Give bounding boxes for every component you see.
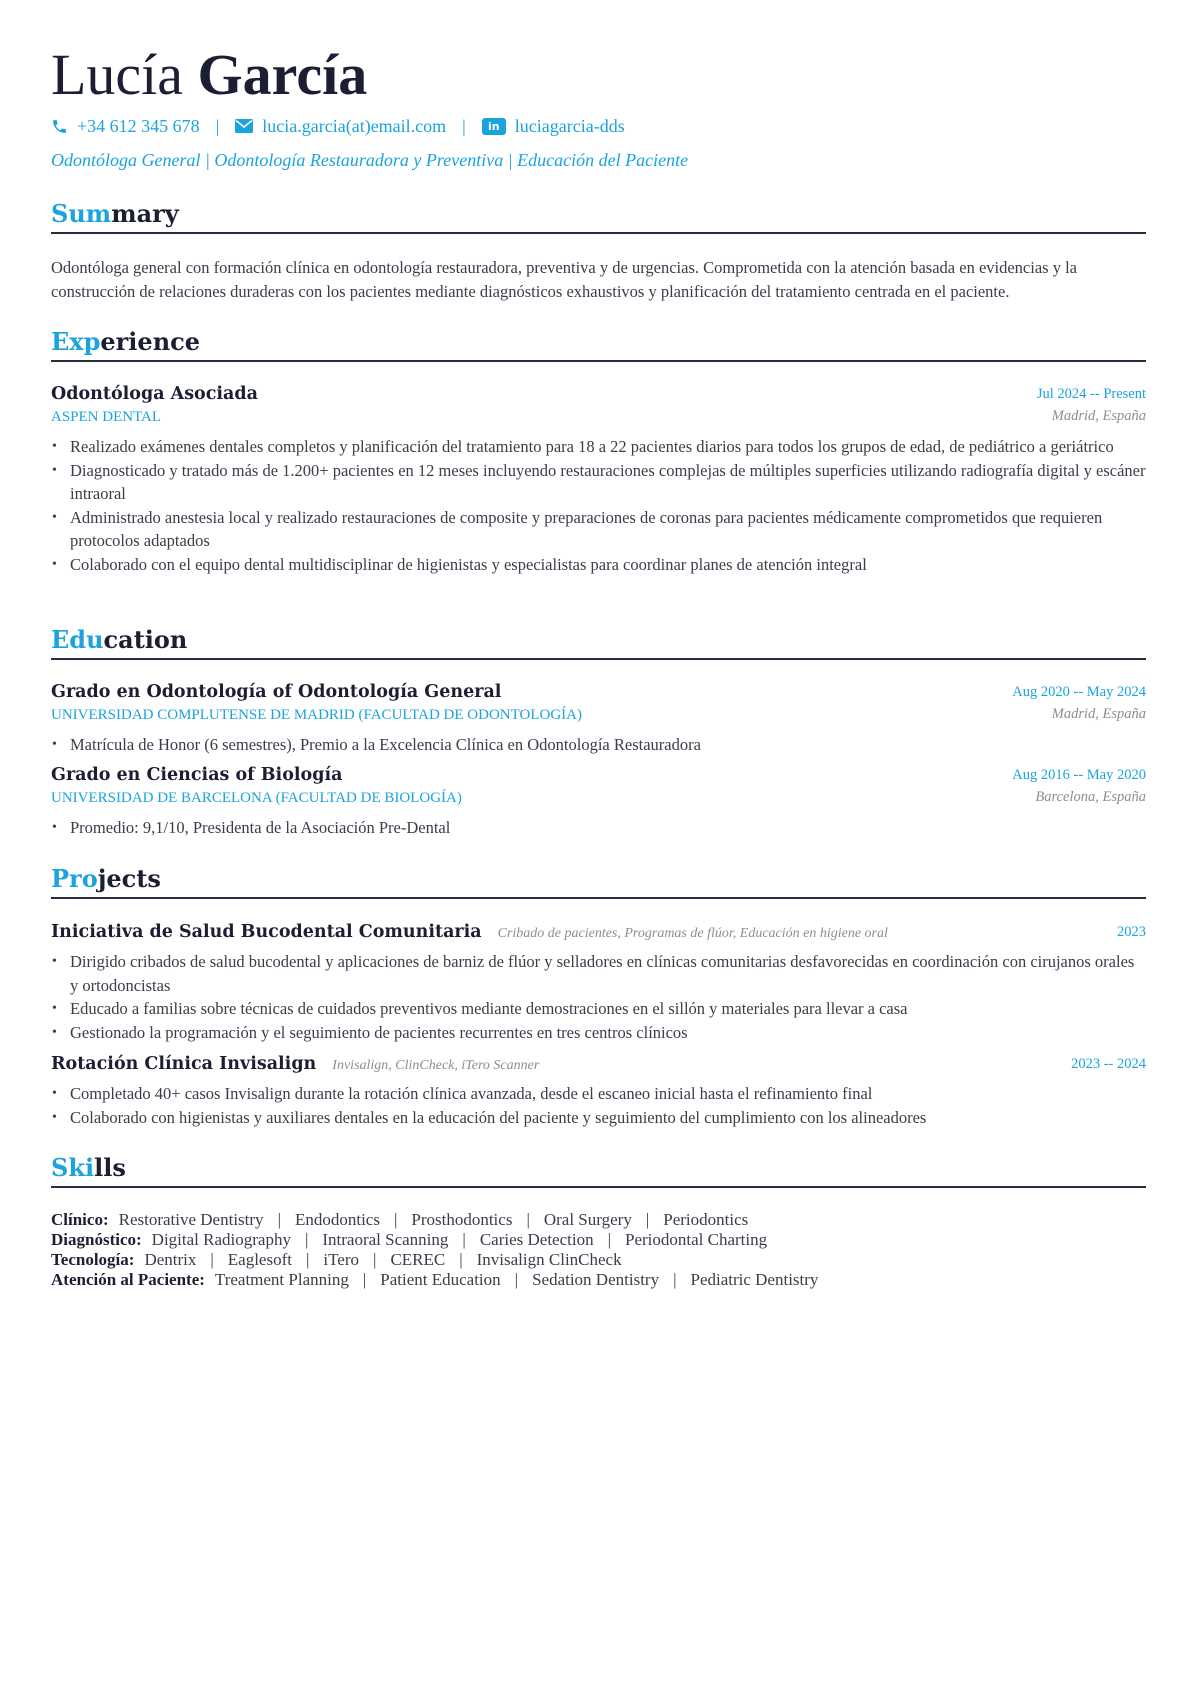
skill-separator: | xyxy=(393,1210,398,1229)
skill-item: Periodontics xyxy=(663,1210,749,1229)
project-title xyxy=(51,1054,539,1074)
project-bullets xyxy=(51,1082,1146,1129)
title-rest: lls xyxy=(94,1153,126,1182)
skill-separator: | xyxy=(459,1250,463,1269)
title-highlight: Ski xyxy=(51,1153,95,1182)
project-name: Rotación Clínica Invisalign xyxy=(51,1054,317,1074)
job-bullets xyxy=(51,435,1146,576)
skill-item: Restorative Dentistry xyxy=(118,1210,264,1229)
list-item: • Matrícula de Honor (6 semestres), Premio a la Excelencia Clínica en Odontología Restauradora xyxy=(51,733,1146,757)
project-name: Iniciativa de Salud Bucodental Comunitaria xyxy=(51,922,482,942)
skill-item: Patient Education xyxy=(380,1270,501,1289)
skill-item: Caries Detection xyxy=(479,1230,594,1249)
skill-label: Diagnóstico: xyxy=(51,1230,142,1249)
skill-separator: | xyxy=(362,1270,367,1289)
section-title-summary xyxy=(51,198,1146,234)
skill-item: Invisalign ClinCheck xyxy=(476,1250,622,1269)
list-item: • Completado 40+ casos Invisalign durante la rotación clínica avanzada, desde el escaneo inicial hasta el refinamiento final xyxy=(51,1082,1146,1106)
skill-item: Sedation Dentistry xyxy=(532,1270,660,1289)
skill-item: Treatment Planning xyxy=(214,1270,349,1289)
skill-separator: | xyxy=(673,1270,677,1289)
title-highlight: Pro xyxy=(51,864,98,893)
section-title-projects xyxy=(51,863,1146,899)
summary-text: Odontóloga general con formación clínica en odontología restauradora, preventiva y de urgencias. Comprometida con la atención basada en evidencias y la construcción de relaciones duraderas con los pacientes mediante diagnósticos exhaustivos y planificación del tratamiento centrada en el paciente. xyxy=(51,258,1077,301)
degree-date: Aug 2016 -- May 2020 xyxy=(1012,767,1146,783)
title-rest: mary xyxy=(111,199,179,228)
project-tech: Invisalign, ClinCheck, iTero Scanner xyxy=(332,1058,540,1073)
skill-item: CEREC xyxy=(390,1250,446,1269)
list-item: • Colaborado con higienistas y auxiliares dentales en la educación del paciente y seguimiento del cumplimiento con los alineadores xyxy=(51,1106,1146,1130)
skill-separator: | xyxy=(277,1210,281,1229)
linkedin-icon xyxy=(482,118,506,135)
school-name: UNIVERSIDAD COMPLUTENSE DE MADRID (FACULTAD DE ODONTOLOGÍA) xyxy=(51,707,583,723)
skill-separator: | xyxy=(304,1230,309,1249)
job-location: Madrid, España xyxy=(1051,408,1146,424)
linkedin-link[interactable]: luciagarcia-dds xyxy=(514,115,625,136)
last-name: García xyxy=(197,42,368,107)
skill-separator: | xyxy=(645,1210,650,1229)
title-highlight: Sum xyxy=(51,199,112,228)
section-title-experience xyxy=(51,326,1146,362)
skill-row-diagnostico xyxy=(51,1230,1146,1250)
list-item: • Colaborado con el equipo dental multidisciplinar de higienistas y especialistas para coordinar planes de atención integral xyxy=(51,553,1146,577)
list-item: • Promedio: 9,1/10, Presidenta de la Asociación Pre-Dental xyxy=(51,816,1146,840)
job-employer: ASPEN DENTAL xyxy=(51,409,162,425)
skill-item: iTero xyxy=(323,1250,360,1269)
degree-date: Aug 2020 -- May 2024 xyxy=(1012,684,1146,700)
section-title-skills xyxy=(51,1152,1146,1188)
skill-label: Atención al Paciente: xyxy=(51,1270,205,1289)
skill-separator: | xyxy=(373,1250,377,1269)
school-location: Barcelona, España xyxy=(1035,789,1146,805)
skill-separator: | xyxy=(607,1230,611,1249)
skill-item: Intraoral Scanning xyxy=(322,1230,449,1249)
contact-bar xyxy=(51,113,625,139)
section-title-education xyxy=(51,624,1146,660)
list-item: • Realizado exámenes dentales completos y planificación del tratamiento para 18 a 22 pacientes diarios para todos los grupos de edad, de pediátrico a geriátrico xyxy=(51,435,1146,459)
candidate-name xyxy=(51,40,367,110)
skill-row-tecnologia xyxy=(51,1250,1146,1270)
headline: Odontóloga General | Odontología Restauradora y Preventiva | Educación del Paciente xyxy=(51,150,689,170)
skill-item: Endodontics xyxy=(294,1210,380,1229)
skill-separator: | xyxy=(210,1250,214,1269)
first-name: Lucía xyxy=(51,42,184,107)
email-link[interactable]: lucia.garcia(at)email.com xyxy=(262,115,447,136)
school-location: Madrid, España xyxy=(1051,706,1146,722)
degree-title: Grado en Odontología of Odontología General xyxy=(51,682,502,702)
degree-bullets xyxy=(51,733,1146,757)
title-highlight: Exp xyxy=(51,327,101,356)
skill-row-atencion xyxy=(51,1270,1146,1290)
skill-row-clinico xyxy=(51,1210,1146,1230)
skill-item: Oral Surgery xyxy=(543,1210,632,1229)
contact-separator: | xyxy=(215,115,220,136)
skill-separator: | xyxy=(462,1230,466,1249)
list-item: • Administrado anestesia local y realizado restauraciones de composite y preparaciones de coronas para pacientes médicamente comprometidos que requieren protocolos adaptados xyxy=(51,506,1146,553)
title-highlight: Edu xyxy=(51,625,104,654)
skill-item: Prosthodontics xyxy=(411,1210,513,1229)
skills-list xyxy=(51,1210,1146,1290)
phone-number[interactable]: +34 612 345 678 xyxy=(77,115,200,136)
skill-separator: | xyxy=(526,1210,530,1229)
skill-item: Digital Radiography xyxy=(151,1230,291,1249)
project-title xyxy=(51,922,888,942)
skill-separator: | xyxy=(305,1250,310,1269)
list-item: • Gestionado la programación y el seguimiento de pacientes recurrentes en tres centros clínicos xyxy=(51,1021,1146,1045)
school-name: UNIVERSIDAD DE BARCELONA (FACULTAD DE BIOLOGÍA) xyxy=(51,790,462,806)
list-item: • Diagnosticado y tratado más de 1.200+ pacientes en 12 meses incluyendo restauraciones complejas de múltiples superficies utilizando radiografía digital y escáner intraoral xyxy=(51,459,1146,506)
job-date: Jul 2024 -- Present xyxy=(1036,386,1146,402)
contact-separator: | xyxy=(462,115,466,136)
skill-item: Periodontal Charting xyxy=(624,1230,768,1249)
linkedin-badge: in xyxy=(482,118,506,135)
title-rest: erience xyxy=(100,327,201,356)
email-icon xyxy=(235,119,253,133)
skill-separator: | xyxy=(514,1270,519,1289)
job-title: Odontóloga Asociada xyxy=(51,384,258,404)
skill-item: Pediatric Dentistry xyxy=(690,1270,819,1289)
skill-item: Dentrix xyxy=(144,1250,197,1269)
list-item: • Dirigido cribados de salud bucodental y aplicaciones de barniz de flúor y selladores en clínicas comunitarias desfavorecidas en coordinación con cirujanos orales y ortodoncistas xyxy=(51,950,1146,997)
project-date: 2023 -- 2024 xyxy=(1071,1056,1146,1072)
title-rest: cation xyxy=(103,625,188,654)
skill-label: Clínico: xyxy=(51,1210,109,1229)
project-bullets xyxy=(51,950,1146,1044)
title-rest: jects xyxy=(97,864,161,893)
phone-icon xyxy=(51,118,68,135)
project-date: 2023 xyxy=(1117,924,1146,940)
skill-item: Eaglesoft xyxy=(227,1250,292,1269)
project-tech: Cribado de pacientes, Programas de flúor, Educación en higiene oral xyxy=(497,926,888,941)
list-item: • Educado a familias sobre técnicas de cuidados preventivos mediante demostraciones en el sillón y materiales para llevar a casa xyxy=(51,997,1146,1021)
skill-label: Tecnología: xyxy=(51,1250,135,1269)
degree-title: Grado en Ciencias of Biología xyxy=(51,765,343,785)
degree-bullets xyxy=(51,816,1146,840)
